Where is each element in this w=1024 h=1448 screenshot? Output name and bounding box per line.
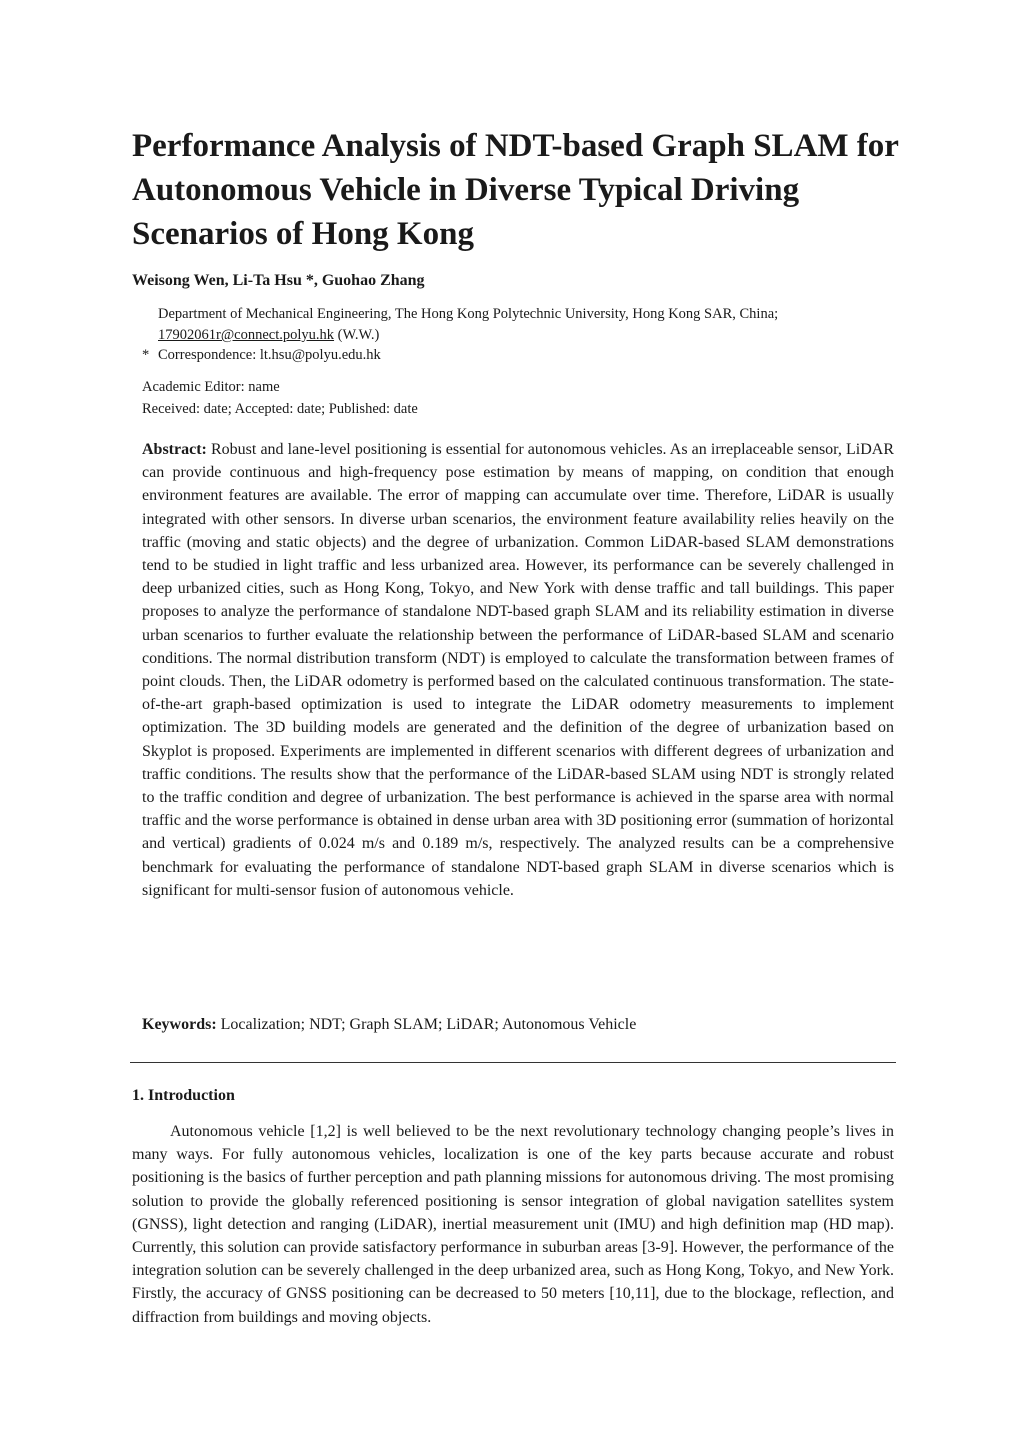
abstract-text: Robust and lane-level positioning is essential for autonomous vehicles. As an irreplaceable sensor, LiDAR can provide continuous and high-frequency pose estimation by means of mapping, on condition that enough environment features are available. The error of mapping can accumulate over time. Therefore, LiDAR is usually integrated with other sensors. In diverse urban scenarios, the environment feature availability relies heavily on the traffic (moving and static objects) and the degree of urbanization. Common LiDAR-based SLAM demonstrations tend to be studied in light traffic and less urbanized area. However, its performance can be severely challenged in deep urbanized cities, such as Hong Kong, Tokyo, and New York with dense traffic and tall buildings. This paper proposes to analyze the performance of standalone NDT-based graph SLAM and its reliability estimation in diverse urban scenarios to further evaluate the relationship between the performance of LiDAR-based SLAM and scenario conditions. The normal distribution transform (NDT) is employed to calculate the transformation between frames of point clouds. Then, the LiDAR odometry is performed based on the calculated continuous transformation. The state-of-the-art graph-based optimization is used to integrate the LiDAR odometry measurements to implement optimization. The 3D building models are generated and the definition of the degree of urbanization based on Skyplot is proposed. Experiments are implemented in different scenarios with different degrees of urbanization and traffic conditions. The results show that the performance of the LiDAR-based SLAM using NDT is strongly related to the traffic condition and degree of urbanization. The best performance is achieved in the sparse area with normal traffic and the worse performance is obtained in dense urban area with 3D positioning error (summation of horizontal and vertical) gradients of 0.024 m/s and 0.189 m/s, respectively. The analyzed results can be a comprehensive benchmark for evaluating the performance of standalone NDT-based graph SLAM in diverse scenarios which is significant for multi-sensor fusion of autonomous vehicle.	[142, 441, 894, 899]
abstract-label: Abstract:	[142, 441, 207, 458]
keywords-label: Keywords:	[142, 1016, 217, 1033]
paper-title: Performance Analysis of NDT-based Graph SLAM for Autonomous Vehicle in Diverse Typical Driving Scenarios of Hong Kong	[132, 128, 899, 252]
editorial-info	[142, 376, 418, 420]
affiliation-text: Department of Mechanical Engineering, The Hong Kong Polytechnic University, Hong Kong SAR, China;	[158, 306, 779, 322]
section-heading: 1. Introduction	[132, 1087, 235, 1104]
affiliation-email-link[interactable]: 17902061r@connect.polyu.hk	[158, 327, 335, 343]
keywords	[142, 1016, 894, 1034]
publication-dates: Received: date; Accepted: date; Published: date	[142, 401, 418, 417]
academic-editor: Academic Editor: name	[142, 379, 280, 395]
correspondence-text: Correspondence: lt.hsu@polyu.edu.hk	[158, 347, 381, 363]
author-list: Weisong Wen, Li-Ta Hsu *, Guohao Zhang	[132, 272, 425, 289]
keywords-text: Localization; NDT; Graph SLAM; LiDAR; Autonomous Vehicle	[216, 1016, 637, 1033]
abstract	[142, 438, 894, 902]
affiliation-email-suffix: (W.W.)	[334, 327, 380, 343]
intro-paragraph: Autonomous vehicle [1,2] is well believed to be the next revolutionary technology changing people’s lives in many ways. For fully autonomous vehicles, localization is one of the key parts because accurate and robust positioning is the basics of further perception and path planning missions for autonomous driving. The most promising solution to provide the globally referenced positioning is sensor integration of global navigation satellites system (GNSS), light detection and ranging (LiDAR), inertial measurement unit (IMU) and high definition map (HD map). Currently, this solution can provide satisfactory performance in suburban areas [3-9]. However, the performance of the integration solution can be severely challenged in the deep urbanized area, such as Hong Kong, Tokyo, and New York. Firstly, the accuracy of GNSS positioning can be decreased to 50 meters [10,11], due to the blockage, reflection, and diffraction from buildings and moving objects.	[132, 1123, 894, 1326]
affiliation	[158, 304, 898, 346]
section-divider	[130, 1062, 896, 1063]
correspondence-mark: *	[142, 347, 150, 363]
correspondence	[142, 345, 381, 365]
